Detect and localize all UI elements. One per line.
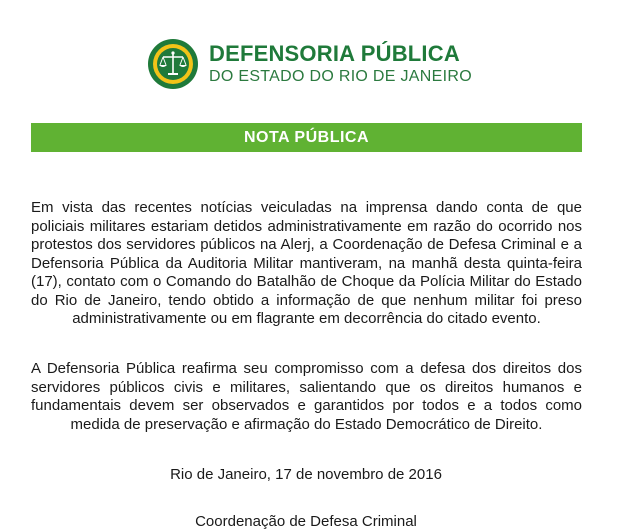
org-name-line1: DEFENSORIA PÚBLICA [209,41,460,66]
header [147,38,472,90]
scales-of-justice-logo-icon [147,38,199,90]
body-paragraph-1: Em vista das recentes notícias veiculadas na imprensa dando conta de que policiais militares estariam detidos administrativamente em razão do ocorrido nos protestos dos servidores públicos na Alerj, a Coordenação de Defesa Criminal e a Defensoria Pública da Auditoria Militar mantiveram, na manhã desta quinta-feira (17), contato com o Comando do Batalhão de Choque da Polícia Militar do Estado do Rio de Janeiro, tendo obtido a informação de que nenhum militar foi preso administrativamente ou em flagrante em decorrência do citado evento. [31,199,582,327]
signature-line: Coordenação de Defesa Criminal [195,513,417,530]
brand [209,43,472,85]
body-paragraph-2: A Defensoria Pública reafirma seu compromisso com a defesa dos direitos dos servidores públicos civis e militares, salientando que os direitos humanos e fundamentais devem ser observados e garantidos por todos e a todos como medida de preservação e afirmação do Estado Democrático de Direito. [31,360,582,433]
title-bar [31,123,582,152]
page-title: NOTA PÚBLICA [243,128,370,146]
date-line: Rio de Janeiro, 17 de novembro de 2016 [170,466,442,483]
org-name-line2: DO ESTADO DO RIO DE JANEIRO [209,68,472,85]
